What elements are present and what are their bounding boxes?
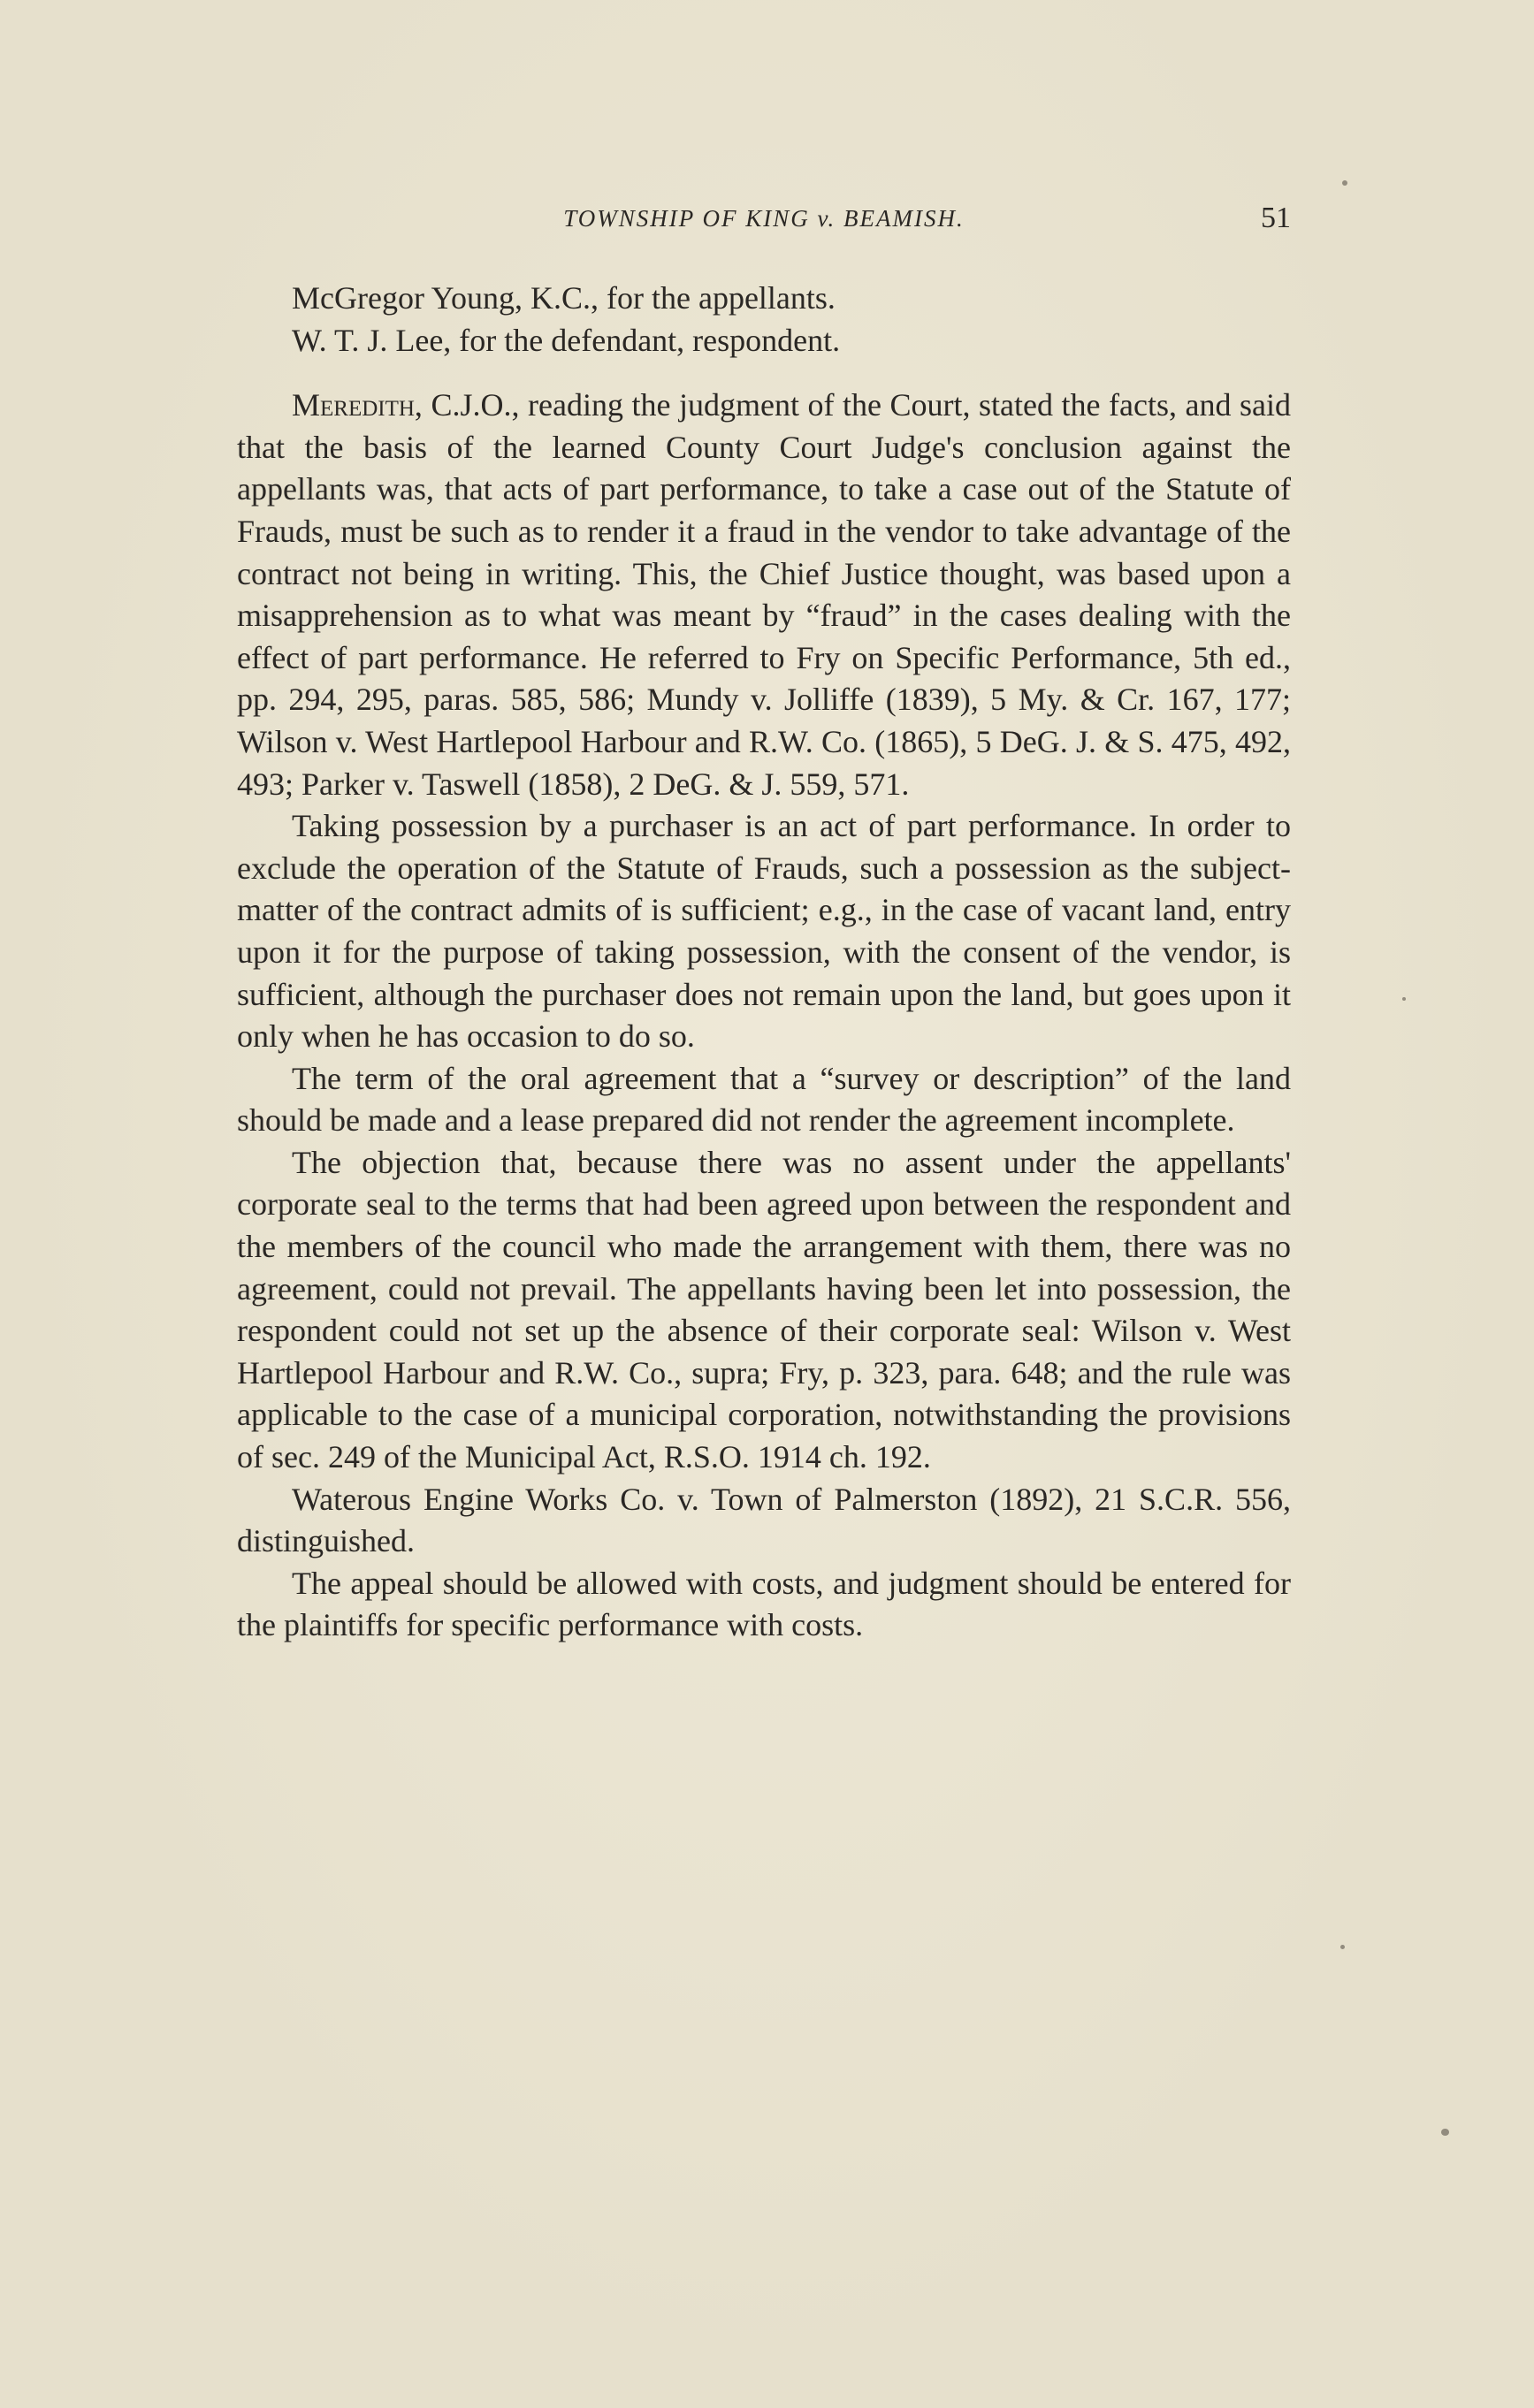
judgment-opening-paragraph xyxy=(237,385,1291,805)
body-text xyxy=(237,278,1291,1647)
judge-name: Meredith, xyxy=(292,387,423,423)
paragraph-disposition: The appeal should be allowed with costs, and judgment should be entered for the plaintiffs for specific performance with costs. xyxy=(237,1565,1291,1643)
paragraph-distinguished-case: Waterous Engine Works Co. v. Town of Palmerston (1892), 21 S.C.R. 556, distinguished. xyxy=(237,1481,1291,1559)
counsel-respondent: W. T. J. Lee, for the defendant, respondent. xyxy=(292,322,841,358)
running-title: TOWNSHIP OF KING v. BEAMISH. xyxy=(563,205,965,232)
paragraph-survey-term: The term of the oral agreement that a “survey or description” of the land should be made and a lease prepared did not render the agreement incomplete. xyxy=(237,1060,1291,1139)
counsel-appellants: McGregor Young, K.C., for the appellants. xyxy=(292,280,836,316)
paper-speck xyxy=(1441,2129,1449,2136)
page-header xyxy=(237,202,1291,240)
paragraph-corporate-seal: The objection that, because there was no assent under the appellants' corporate seal to the terms that had been agreed upon between the respondent and the members of the council who made the arrangement with them, there was no agreement, could not prevail. The appellants having been let into possession, the respondent could not set up the absence of their corporate seal: Wilson v. West Hartlepool Harbour and R.W. Co., supra; Fry, p. 323, para. 648; and the rule was applicable to the case of a municipal corporation, notwithstanding the provisions of sec. 249 of the Municipal Act, R.S.O. 1914 ch. 192. xyxy=(237,1144,1291,1475)
page-number: 51 xyxy=(1261,202,1291,234)
judgment-opening-text: C.J.O., reading the judgment of the Court, stated the facts, and said that the basis of the learned County Court Judge's conclusion against the appellants was, that acts of part performance, to take a case out of the Statute of Frauds, must be such as to render it a fraud in the vendor to take advantage of the contract not being in writing. This, the Chief Justice thought, was based upon a misapprehension as to what was meant by “fraud” in the cases dealing with the effect of part performance. He referred to Fry on Specific Performance, 5th ed., pp. 294, 295, paras. 585, 586; Mundy v. Jolliffe (1839), 5 My. & Cr. 167, 177; Wilson v. West Hartlepool Harbour and R.W. Co. (1865), 5 DeG. J. & S. 475, 492, 493; Parker v. Taswell (1858), 2 DeG. & J. 559, 571. xyxy=(237,387,1291,802)
paper-speck xyxy=(1342,180,1347,186)
paper-speck xyxy=(1402,997,1406,1001)
paper-speck xyxy=(1340,1945,1345,1949)
paragraph-possession: Taking possession by a purchaser is an act of part performance. In order to exclude the operation of the Statute of Frauds, such a possession as the subject-matter of the contract admits of is sufficient; e.g., in the case of vacant land, entry upon it for the purpose of taking possession, with the consent of the vendor, is sufficient, although the purchaser does not remain upon the land, but goes upon it only when he has occasion to do so. xyxy=(237,808,1291,1055)
